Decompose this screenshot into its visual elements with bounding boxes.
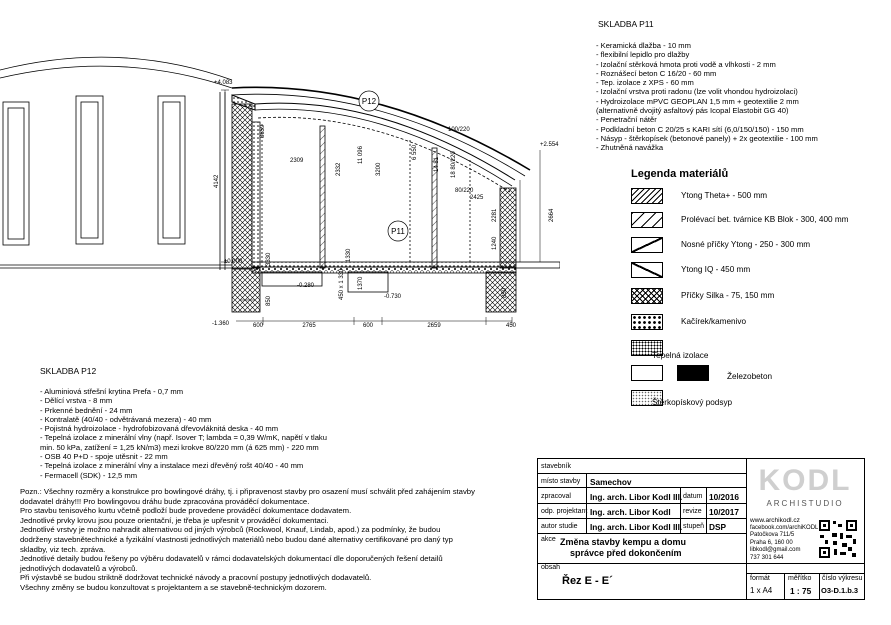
svg-text:3200: 3200	[376, 162, 382, 176]
svg-text:2309: 2309	[290, 158, 304, 164]
title-block	[537, 458, 865, 600]
tag-p11: P11	[391, 227, 405, 236]
tag-p12: P12	[361, 97, 377, 106]
company-web[interactable]: www.archikodl.cz	[750, 517, 800, 524]
walls	[232, 104, 516, 269]
label-odp-projektant: odp. projektant	[541, 508, 588, 515]
list-item: - Tepelná izolace z minerální vlny (např. Isover T; lambda = 0,39 W/mK, napětí v tlaku	[40, 433, 327, 443]
value-cislo: O3-D.1.b.3	[821, 586, 859, 595]
svg-text:1240: 1240	[492, 236, 498, 250]
company-phone: 737 301 644	[750, 554, 784, 561]
svg-text:11 096: 11 096	[358, 146, 364, 164]
note-line: Při výstavbě se budou striktně dodržovat technické návody a pracovní postupy jednotlivých dodavatelů.	[20, 573, 372, 583]
list-item: - Násyp - štěrkopísek (betonové panely) + 2x geotextilie - 100 mm	[596, 133, 818, 143]
company-email[interactable]: libkodl@gmail.com	[750, 547, 801, 553]
value-meritko: 1 : 75	[790, 586, 812, 596]
swatch-crosshatch-icon	[631, 288, 663, 304]
value-akce-line1: Změna stavby kempu a domu	[560, 537, 687, 547]
list-item: - Zhutněná navážka	[596, 143, 664, 153]
note-line: skladby, viz tech. zpráva.	[20, 544, 106, 554]
svg-text:2765: 2765	[302, 323, 316, 329]
list-item: - Penetrační nátěr	[596, 115, 657, 125]
note-line: dodavatel dráhy!!! Pro bowlingovou dráhu bude zpracována prováděcí dokumentace.	[20, 496, 310, 506]
note-line: dodrženy stavebnětechnické a fyzikální vlastnosti jednotlivých materiálů nebo budou dané alternativy certifikované pro daný typ	[20, 534, 453, 544]
value-format: 1 x A4	[750, 586, 773, 595]
legend-title: Legenda materiálů	[631, 168, 729, 180]
value-obsah: Řez E - E´	[562, 575, 613, 587]
svg-text:±0.000: ±0.000	[224, 259, 243, 265]
svg-text:1330: 1330	[346, 248, 352, 262]
list-item: min. 50 kPa, zatížení = 1,25 kN/m3) mezi krokve 80/220 mm (á 625 mm) - 220 mm	[40, 442, 319, 452]
svg-text:850: 850	[502, 287, 508, 298]
list-item: - Prkenné bednění - 24 mm	[40, 405, 133, 415]
company-facebook[interactable]: facebook.com/archiKODL	[750, 524, 819, 531]
list-item: - Tep. izolace z XPS - 60 mm	[596, 78, 694, 88]
list-item: - Dělící vrstva - 8 mm	[40, 396, 113, 406]
label-format: formát	[750, 575, 770, 582]
svg-text:2659: 2659	[427, 323, 441, 329]
list-item: - Pojistná hydroizolace - hydrofobizovaná dřevovláknitá deska - 40 mm	[40, 424, 279, 434]
facade-elevation	[0, 57, 232, 270]
svg-text:1370: 1370	[358, 276, 364, 290]
label-akce: akce	[541, 536, 556, 543]
swatch-diag-cross-icon	[631, 262, 663, 278]
list-item: - Roznášecí beton C 16/20 - 60 mm	[596, 68, 717, 78]
label-zpracoval: zpracoval	[541, 493, 571, 500]
label-autor: autor studie	[541, 523, 578, 530]
skladba-p12-title: SKLADBA P12	[40, 366, 97, 376]
section-drawing	[0, 0, 560, 340]
svg-text:2425: 2425	[470, 195, 484, 201]
swatch-diag-single-icon	[631, 237, 663, 253]
list-item: - Izolační stěrková hmota proti vodě a vlhkosti - 2 mm	[596, 59, 776, 69]
svg-text:18 80/220: 18 80/220	[451, 151, 457, 178]
company-address-2: Praha 6, 160 00	[750, 539, 793, 546]
list-item: - Tepelná izolace z minerální vlny a instalace mezi dřevěný rošt 40/40 - 40 mm	[40, 461, 304, 471]
skladba-p11-title: SKLADBA P11	[598, 19, 654, 29]
company-logo	[750, 463, 860, 513]
svg-text:450: 450	[505, 323, 517, 329]
svg-text:450 x 1 330: 450 x 1 330	[339, 268, 345, 300]
value-autor: Ing. arch. Libor Kodl III.	[590, 522, 683, 532]
swatch-solid-icon	[677, 365, 709, 381]
value-odp-projektant: Ing. arch. Libor Kodl	[590, 507, 671, 517]
list-item: - flexibilní lepidlo pro dlažby	[596, 50, 690, 60]
list-item: - Hydroizolace mPVC GEOPLAN 1,5 mm + geotextilie 2 mm	[596, 96, 799, 106]
note-line: jednotlivých dodavatelů a výrobců.	[20, 563, 138, 573]
value-stupen: DSP	[709, 522, 727, 532]
list-item: - Fermacell (SDK) - 12,5 mm	[40, 470, 138, 480]
label-cislo: číslo výkresu	[822, 575, 863, 582]
value-akce-line2: správce před dokončením	[570, 548, 682, 558]
note-line: Jednotlivé vrstvy je možno nahradit alternativou od jiných výrobců (Rockwool, Knauf, Lindab, apod.) za podmínky, že budou	[20, 525, 441, 535]
list-item: - Podkladní beton C 20/25 s KARI sítí (6,0/150/150) - 150 mm	[596, 124, 804, 134]
label-obsah: obsah	[541, 564, 561, 571]
list-item: - Keramická dlažba - 10 mm	[596, 41, 691, 50]
qr-code-icon	[818, 519, 858, 559]
svg-text:80/220: 80/220	[455, 188, 474, 194]
swatch-diag-fine-icon	[631, 188, 663, 204]
swatch-diag-wide-icon	[631, 212, 663, 228]
svg-text:+4.083: +4.083	[214, 80, 233, 86]
skladba-p11-list	[596, 41, 818, 153]
svg-text:4142: 4142	[214, 174, 220, 188]
svg-text:6 550: 6 550	[412, 144, 418, 160]
svg-text:100/220: 100/220	[448, 127, 470, 133]
swatch-gravel-icon	[631, 314, 663, 330]
svg-text:3330: 3330	[266, 252, 272, 266]
value-zpracoval: Ing. arch. Libor Kodl III.	[590, 492, 683, 502]
label-misto: místo stavby	[541, 478, 581, 485]
svg-text:600: 600	[362, 323, 374, 329]
svg-text:-1.360: -1.360	[212, 321, 230, 327]
list-item: - OSB 40 P+D - spoje utěsnit - 22 mm	[40, 452, 168, 462]
list-item: (alternativně dvojitý asfaltový pás Icopal Elastobit GG 40)	[596, 106, 789, 116]
value-misto: Samechov	[590, 477, 632, 487]
svg-text:8659: 8659	[260, 124, 266, 138]
label-datum: datum	[683, 493, 703, 500]
list-item: - Aluminiová střešní krytina Prefa - 0,7 mm	[40, 387, 184, 396]
company-address-1: Patočkova 711/5	[750, 532, 795, 538]
note-line: Jednotlivé prvky krovu jsou pouze orientační, je třeba je upřesnit v prováděcí dokumentaci.	[20, 515, 329, 525]
svg-text:2664: 2664	[549, 208, 555, 222]
logo-text: KODL	[758, 464, 852, 497]
label-stupen: stupeň	[683, 523, 705, 530]
svg-text:-0.280: -0.280	[297, 283, 315, 289]
swatch-blank-icon	[631, 365, 663, 381]
svg-text:850: 850	[266, 295, 272, 306]
value-datum: 10/2016	[709, 492, 739, 502]
note-line: Všechny změny se budou konzultovat s projektantem a se stavebně-technickým dozorem.	[20, 582, 327, 592]
note-line: Jednotlivé detaily budou řešeny po výběru dodavatelů v rámci dodavatelských dokumentací dle doporučených řešení detailů	[20, 554, 443, 564]
svg-text:-0.730: -0.730	[384, 294, 402, 300]
company-contact	[750, 517, 818, 562]
skladba-p12-list	[40, 387, 327, 480]
note-line: Pozn.: Všechny rozměry a konstrukce pro bowlingové dráhy, tj. i připravenost stavby pro osazení musí schválit před zahájením stavby	[20, 487, 475, 496]
svg-text:14 81: 14 81	[434, 156, 440, 172]
list-item: - Kontralatě (40/40 - odvětrávaná mezera) - 40 mm	[40, 414, 212, 424]
svg-text:+2.554: +2.554	[540, 142, 559, 148]
logo-subtitle: ARCHISTUDIO	[766, 499, 844, 508]
svg-text:2281: 2281	[492, 208, 498, 222]
svg-text:2332: 2332	[336, 162, 342, 176]
label-meritko: měřítko	[788, 575, 812, 582]
label-stavebnik: stavebník	[541, 463, 571, 470]
note-line: Pro stavbu tenisového kurtu včetně podloží bude provedene prováděcí dokumentace dodavatem.	[20, 506, 352, 516]
notes-block	[20, 487, 475, 593]
floor-foundation	[232, 262, 560, 312]
svg-text:600: 600	[252, 323, 264, 329]
list-item: - Izolační vrstva proti radonu (lze volit vhondou hydroizolaci)	[596, 87, 798, 97]
value-revize: 10/2017	[709, 507, 739, 517]
label-revize: revize	[683, 508, 702, 515]
